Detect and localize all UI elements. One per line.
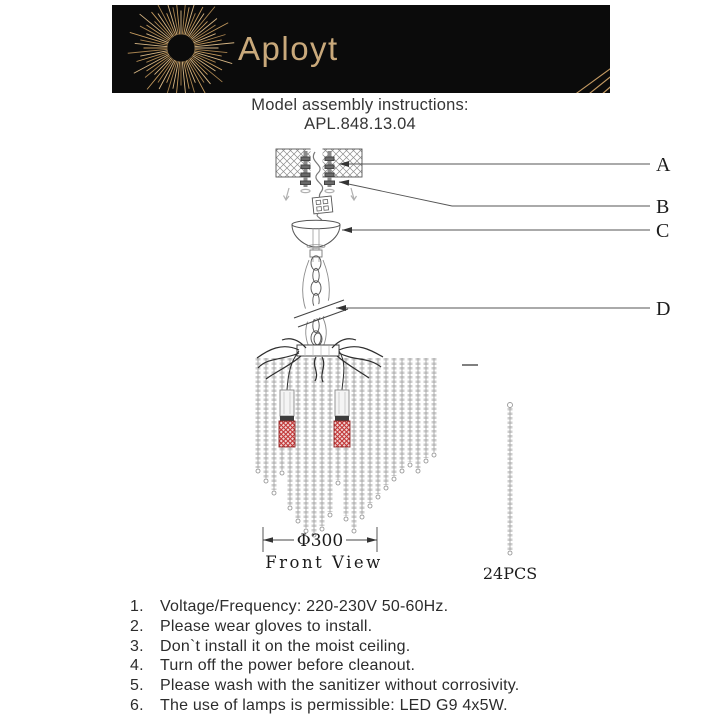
item-text: Voltage/Frequency: 220-230V 50-60Hz.	[160, 598, 449, 615]
model-number: APL.848.13.04	[304, 115, 416, 133]
label-d: D	[656, 298, 671, 320]
item-text: Turn off the power before cleanout.	[160, 657, 416, 675]
led-lamp-right	[334, 421, 350, 447]
item-text: The use of lamps is permissible: LED G9 4x5W.	[160, 696, 508, 714]
list-item	[130, 656, 690, 676]
lamp-socket-left	[279, 390, 295, 447]
list-item	[130, 617, 690, 637]
label-c: C	[656, 220, 670, 242]
item-number: 5.	[130, 677, 144, 695]
terminal-block-drawing	[312, 196, 333, 214]
list-item	[130, 696, 690, 716]
title-block	[0, 96, 720, 134]
item-number: 1.	[130, 598, 144, 615]
label-b: B	[656, 196, 670, 218]
assembly-diagram	[0, 140, 720, 600]
lamp-socket-right	[334, 390, 350, 447]
chain-drawing	[293, 256, 348, 351]
list-item	[130, 637, 690, 657]
dimension-drawing	[263, 527, 377, 552]
label-a: A	[656, 154, 671, 176]
instruction-list	[130, 597, 690, 716]
break-symbol	[293, 296, 346, 325]
list-item	[130, 597, 690, 617]
strand-part-drawing	[508, 403, 513, 556]
item-text: Please wash with the sanitizer without corrosivity.	[160, 677, 520, 695]
brand-banner	[112, 5, 610, 93]
item-number: 4.	[130, 657, 144, 675]
leader-arrowheads	[336, 161, 352, 311]
ceiling-mount-drawing	[276, 148, 362, 202]
leader-lines	[336, 164, 650, 308]
list-item	[130, 676, 690, 696]
led-lamp-left	[279, 421, 295, 447]
chandelier-drawing	[256, 333, 436, 537]
item-number: 3.	[130, 637, 144, 655]
page-title: Model assembly instructions:	[251, 96, 469, 114]
sunburst-center	[168, 35, 195, 62]
parts-count: 24PCS	[482, 564, 538, 583]
brand-logo-text: Aployt	[238, 30, 339, 67]
item-text: Please wear gloves to install.	[160, 617, 373, 635]
dimension-value: Φ300	[296, 531, 344, 551]
ray-fan-icon	[544, 5, 610, 93]
item-text: Don`t install it on the moist ceiling.	[160, 637, 411, 655]
item-number: 2.	[130, 617, 144, 635]
item-number: 6.	[130, 696, 144, 714]
view-caption: Front View	[265, 553, 383, 572]
